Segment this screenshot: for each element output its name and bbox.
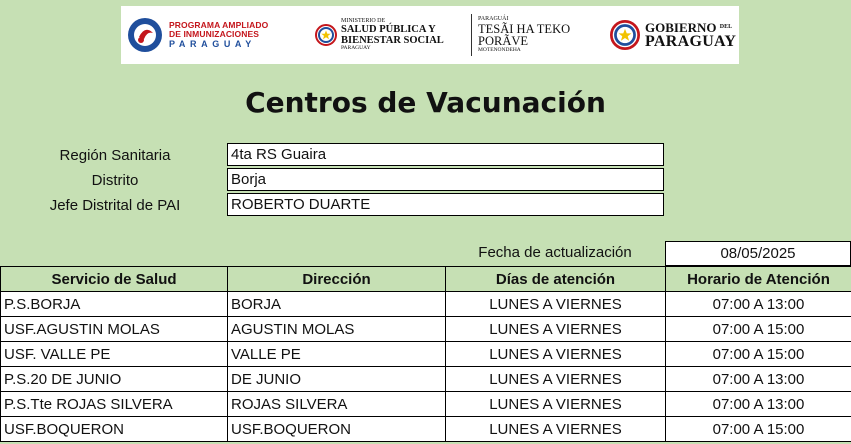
cell-servicio[interactable]: P.S.BORJA [1,292,228,317]
header-horario: Horario de Atención [666,267,851,292]
cell-horario[interactable]: 07:00 A 15:00 [666,317,851,342]
cell-direccion[interactable]: ROJAS SILVERA [228,392,446,417]
cell-dias[interactable]: LUNES A VIERNES [446,367,666,392]
pai-emblem-icon [127,17,163,53]
cell-direccion[interactable]: USF.BOQUERON [228,417,446,442]
cell-horario[interactable]: 07:00 A 13:00 [666,367,851,392]
gobierno-seal-icon [610,20,640,50]
banner-divider [471,14,472,56]
header-servicio: Servicio de Salud [1,267,228,292]
cell-dias[interactable]: LUNES A VIERNES [446,392,666,417]
vacunacion-table [0,266,851,442]
table-row [1,317,851,342]
cell-direccion[interactable]: AGUSTIN MOLAS [228,317,446,342]
jefe-value[interactable]: ROBERTO DUARTE [227,193,664,216]
table-row [1,367,851,392]
tesai-line3: PORÃVE [478,34,529,49]
cell-horario[interactable]: 07:00 A 13:00 [666,392,851,417]
logo-banner [121,6,739,64]
header-dias: Días de atención [446,267,666,292]
pai-line3: PARAGUAY [169,39,256,49]
cell-servicio[interactable]: P.S.Tte ROJAS SILVERA [1,392,228,417]
cell-direccion[interactable]: BORJA [228,292,446,317]
page-title: Centros de Vacunación [245,86,606,119]
distrito-label: Distrito [91,172,139,189]
cell-direccion[interactable]: DE JUNIO [228,367,446,392]
tesai-line2: TESÃI HA TEKO [478,21,571,36]
ministerio-line2: SALUD PÚBLICA Y [341,24,436,36]
ministerio-line1: MINISTERIO DE [341,17,386,24]
cell-servicio[interactable]: USF.AGUSTIN MOLAS [1,317,228,342]
tesai-logo [478,6,596,64]
cell-dias[interactable]: LUNES A VIERNES [446,417,666,442]
cell-direccion[interactable]: VALLE PE [228,342,446,367]
fecha-label: Fecha de actualización [478,244,632,261]
pai-line2: DE INMUNIZACIONES [169,28,260,39]
fecha-value[interactable]: 08/05/2025 [665,241,851,266]
cell-servicio[interactable]: USF.BOQUERON [1,417,228,442]
region-label: Región Sanitaria [59,147,171,164]
jefe-label: Jefe Distrital de PAI [49,197,181,214]
table-header-row [1,267,851,292]
cell-horario[interactable]: 07:00 A 13:00 [666,292,851,317]
tesai-line4: MOTENONDEHA [478,47,521,53]
ministerio-line4: PARAGUAY [341,45,371,52]
cell-servicio[interactable]: P.S.20 DE JUNIO [1,367,228,392]
ministerio-line3: BIENESTAR SOCIAL [341,35,444,47]
ministerio-logo [315,6,465,64]
pai-logo [121,6,297,64]
gobierno-line2: PARAGUAY [645,32,737,50]
table-row [1,417,851,442]
tesai-line1: PARAGUÁI [478,16,509,23]
cell-servicio[interactable]: USF. VALLE PE [1,342,228,367]
table-row [1,392,851,417]
gobierno-logo [610,6,736,64]
table-row [1,342,851,367]
table-row [1,292,851,317]
pai-line1: PROGRAMA AMPLIADO [169,20,269,30]
cell-horario[interactable]: 07:00 A 15:00 [666,417,851,442]
paraguay-seal-icon [315,24,337,46]
cell-dias[interactable]: LUNES A VIERNES [446,292,666,317]
region-value[interactable]: 4ta RS Guaira [227,143,664,166]
header-direccion: Dirección [228,267,446,292]
cell-dias[interactable]: LUNES A VIERNES [446,317,666,342]
gobierno-line1: GOBIERNO $^{DEL}$ [645,19,733,35]
distrito-value[interactable]: Borja [227,168,664,191]
cell-horario[interactable]: 07:00 A 15:00 [666,342,851,367]
cell-dias[interactable]: LUNES A VIERNES [446,342,666,367]
